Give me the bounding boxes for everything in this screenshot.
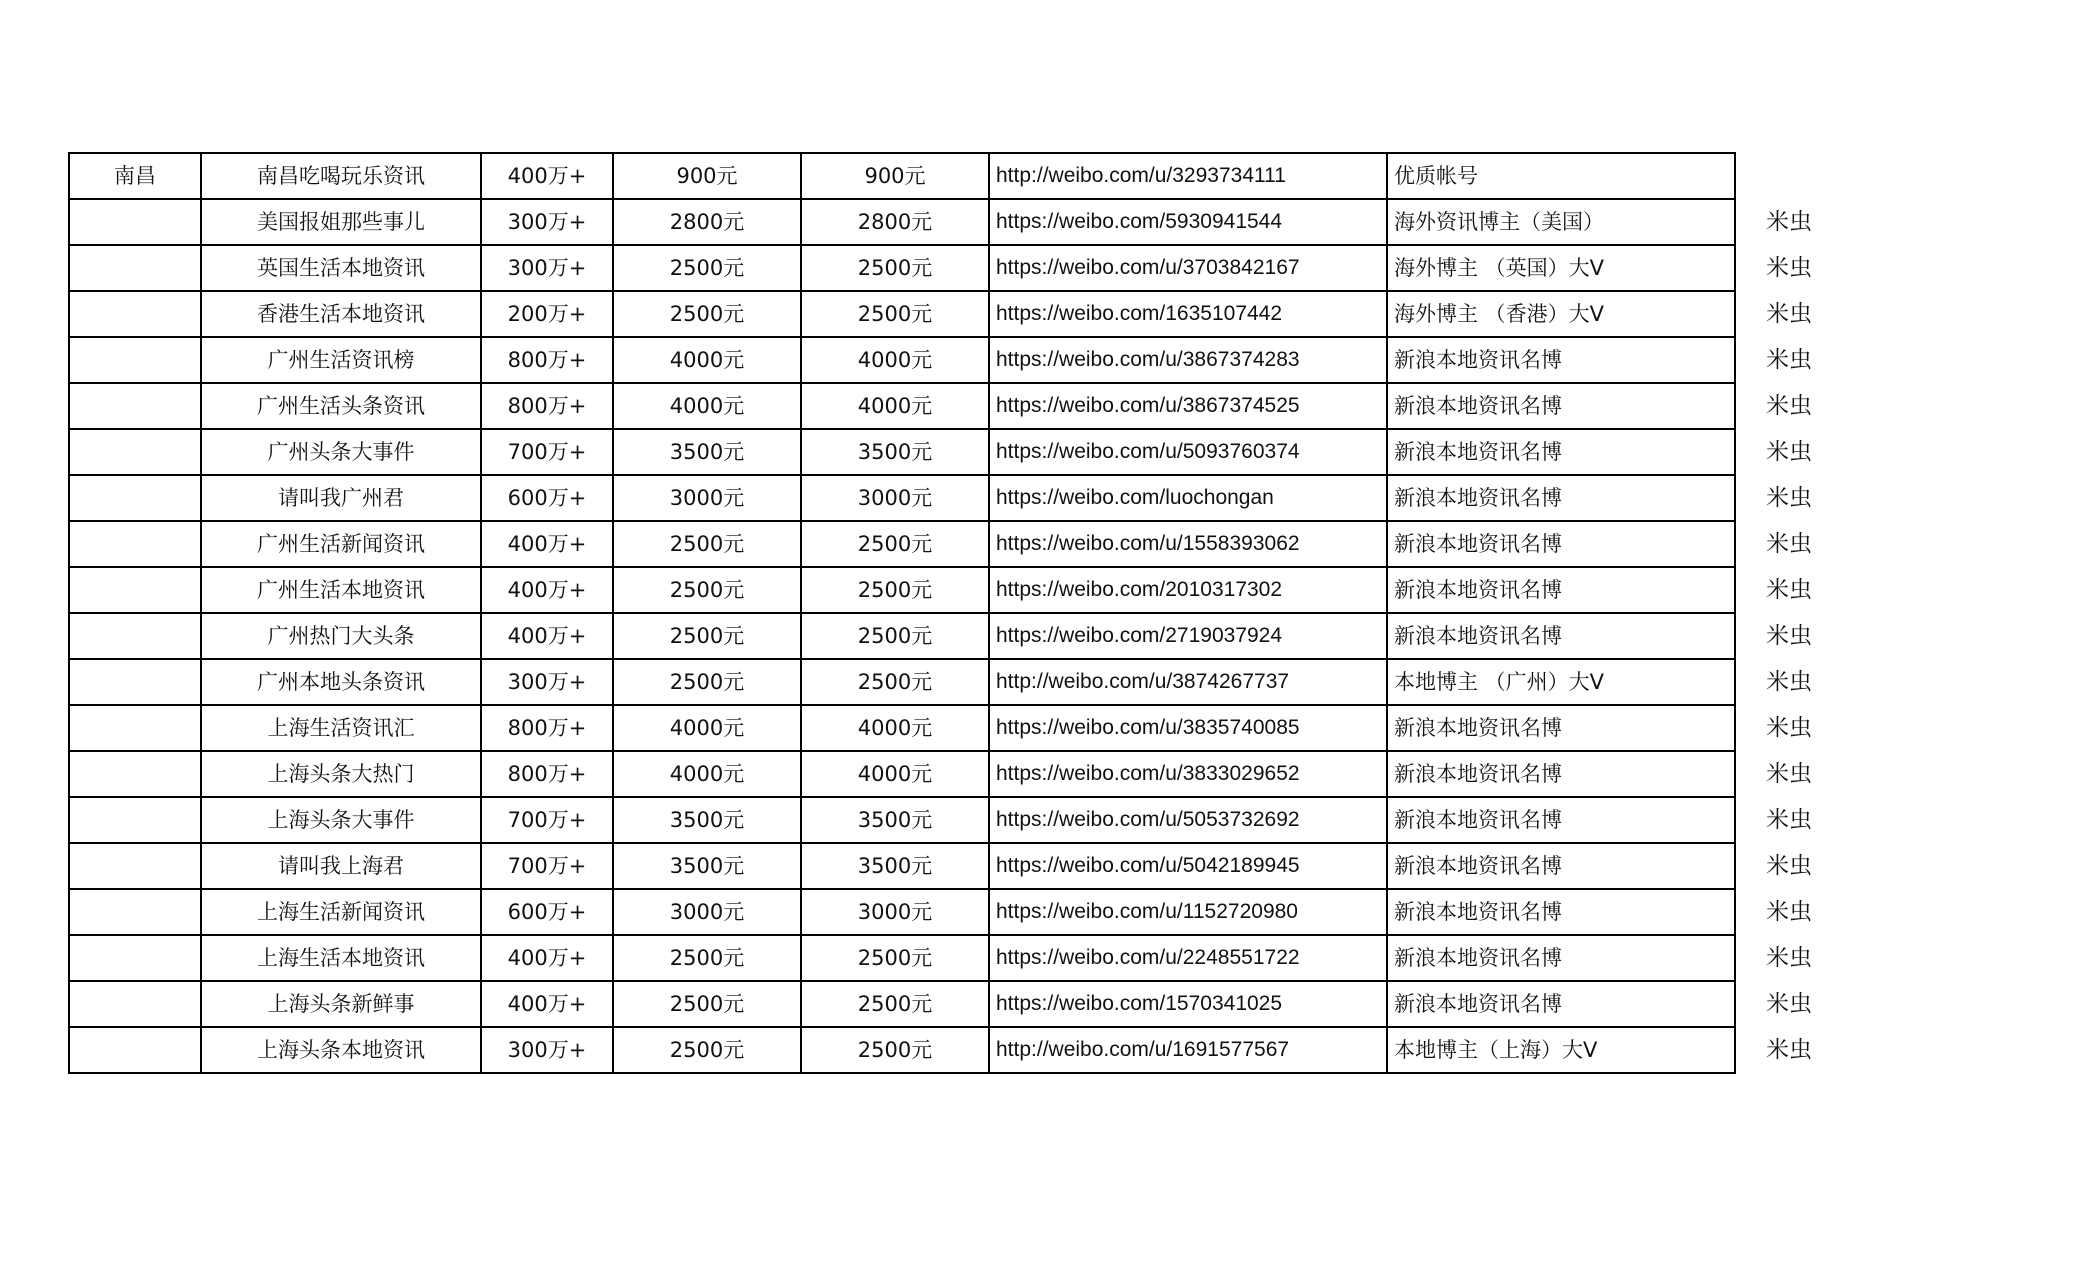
price-direct-cell: 3500元	[613, 843, 801, 889]
account-type-cell: 新浪本地资讯名博	[1387, 797, 1735, 843]
followers-cell: 300万+	[481, 1027, 613, 1073]
price-direct-cell: 2800元	[613, 199, 801, 245]
price-direct-cell: 2500元	[613, 981, 801, 1027]
followers-cell: 700万+	[481, 797, 613, 843]
table-row	[69, 1027, 1735, 1073]
city-cell	[69, 1027, 201, 1073]
account-type-cell: 海外博主 （英国）大V	[1387, 245, 1735, 291]
weibo-link-cell[interactable]: https://weibo.com/2719037924	[989, 613, 1387, 659]
source-label: 米虫	[1766, 623, 1812, 649]
account-name-cell: 请叫我上海君	[201, 843, 481, 889]
account-type-cell: 新浪本地资讯名博	[1387, 981, 1735, 1027]
account-type-cell: 新浪本地资讯名博	[1387, 705, 1735, 751]
source-label: 米虫	[1766, 669, 1812, 695]
followers-cell: 600万+	[481, 475, 613, 521]
account-type-cell: 海外资讯博主（美国）	[1387, 199, 1735, 245]
source-label: 米虫	[1766, 485, 1812, 511]
account-type-cell: 本地博主 （广州）大V	[1387, 659, 1735, 705]
source-label: 米虫	[1766, 945, 1812, 971]
city-cell	[69, 429, 201, 475]
table-row	[69, 889, 1735, 935]
weibo-link-cell[interactable]: https://weibo.com/u/5093760374	[989, 429, 1387, 475]
account-type-cell: 新浪本地资讯名博	[1387, 889, 1735, 935]
weibo-link-cell[interactable]: https://weibo.com/u/2248551722	[989, 935, 1387, 981]
price-direct-cell: 3500元	[613, 429, 801, 475]
city-cell	[69, 383, 201, 429]
account-name-cell: 上海头条本地资讯	[201, 1027, 481, 1073]
weibo-link-cell[interactable]: https://weibo.com/u/3833029652	[989, 751, 1387, 797]
spreadsheet-page	[68, 152, 1736, 1074]
table-row	[69, 613, 1735, 659]
price-direct-cell: 3000元	[613, 475, 801, 521]
source-label: 米虫	[1766, 807, 1812, 833]
source-label: 米虫	[1766, 715, 1812, 741]
weibo-link-cell[interactable]: https://weibo.com/1570341025	[989, 981, 1387, 1027]
account-name-cell: 上海生活资讯汇	[201, 705, 481, 751]
followers-cell: 400万+	[481, 613, 613, 659]
source-label: 米虫	[1766, 899, 1812, 925]
account-name-cell: 广州头条大事件	[201, 429, 481, 475]
account-type-cell: 新浪本地资讯名博	[1387, 567, 1735, 613]
price-repost-cell: 4000元	[801, 383, 989, 429]
city-cell	[69, 567, 201, 613]
account-type-cell: 新浪本地资讯名博	[1387, 429, 1735, 475]
source-label: 米虫	[1766, 439, 1812, 465]
account-type-cell: 新浪本地资讯名博	[1387, 337, 1735, 383]
table-row	[69, 245, 1735, 291]
price-repost-cell: 2500元	[801, 935, 989, 981]
price-direct-cell: 4000元	[613, 705, 801, 751]
price-repost-cell: 2500元	[801, 291, 989, 337]
price-repost-cell: 3500元	[801, 429, 989, 475]
followers-cell: 700万+	[481, 843, 613, 889]
account-type-cell: 新浪本地资讯名博	[1387, 383, 1735, 429]
city-cell	[69, 337, 201, 383]
table-row	[69, 705, 1735, 751]
city-cell	[69, 199, 201, 245]
city-cell	[69, 245, 201, 291]
table-row	[69, 521, 1735, 567]
city-cell: 南昌	[69, 153, 201, 199]
followers-cell: 400万+	[481, 153, 613, 199]
price-direct-cell: 2500元	[613, 659, 801, 705]
account-name-cell: 上海生活本地资讯	[201, 935, 481, 981]
weibo-link-cell[interactable]: http://weibo.com/u/3293734111	[989, 153, 1387, 199]
weibo-link-cell[interactable]: https://weibo.com/u/1152720980	[989, 889, 1387, 935]
price-direct-cell: 3500元	[613, 797, 801, 843]
source-label: 米虫	[1766, 761, 1812, 787]
city-cell	[69, 475, 201, 521]
source-label: 米虫	[1766, 301, 1812, 327]
table-row	[69, 383, 1735, 429]
price-repost-cell: 2500元	[801, 521, 989, 567]
followers-cell: 400万+	[481, 981, 613, 1027]
account-table-body	[69, 153, 1735, 1073]
weibo-link-cell[interactable]: http://weibo.com/u/3874267737	[989, 659, 1387, 705]
city-cell	[69, 935, 201, 981]
weibo-link-cell[interactable]: https://weibo.com/5930941544	[989, 199, 1387, 245]
followers-cell: 800万+	[481, 705, 613, 751]
account-name-cell: 南昌吃喝玩乐资讯	[201, 153, 481, 199]
price-repost-cell: 4000元	[801, 705, 989, 751]
price-repost-cell: 3000元	[801, 889, 989, 935]
followers-cell: 400万+	[481, 521, 613, 567]
price-repost-cell: 3500元	[801, 797, 989, 843]
table-row	[69, 429, 1735, 475]
weibo-link-cell[interactable]: https://weibo.com/u/3867374283	[989, 337, 1387, 383]
account-name-cell: 上海头条大热门	[201, 751, 481, 797]
source-label: 米虫	[1766, 577, 1812, 603]
account-name-cell: 广州生活新闻资讯	[201, 521, 481, 567]
source-label: 米虫	[1766, 347, 1812, 373]
account-name-cell: 广州本地头条资讯	[201, 659, 481, 705]
table-row	[69, 981, 1735, 1027]
followers-cell: 400万+	[481, 567, 613, 613]
price-direct-cell: 2500元	[613, 567, 801, 613]
followers-cell: 800万+	[481, 337, 613, 383]
source-label: 米虫	[1766, 209, 1812, 235]
price-repost-cell: 2500元	[801, 245, 989, 291]
source-label: 米虫	[1766, 531, 1812, 557]
source-label: 米虫	[1766, 853, 1812, 879]
weibo-link-cell[interactable]: https://weibo.com/u/3867374525	[989, 383, 1387, 429]
account-type-cell: 海外博主 （香港）大V	[1387, 291, 1735, 337]
account-name-cell: 上海头条新鲜事	[201, 981, 481, 1027]
city-cell	[69, 889, 201, 935]
table-row	[69, 797, 1735, 843]
price-direct-cell: 4000元	[613, 751, 801, 797]
price-repost-cell: 4000元	[801, 337, 989, 383]
weibo-link-cell[interactable]: https://weibo.com/luochongan	[989, 475, 1387, 521]
source-label: 米虫	[1766, 991, 1812, 1017]
city-cell	[69, 521, 201, 567]
followers-cell: 300万+	[481, 659, 613, 705]
account-name-cell: 美国报姐那些事儿	[201, 199, 481, 245]
city-cell	[69, 797, 201, 843]
account-type-cell: 优质帐号	[1387, 153, 1735, 199]
price-direct-cell: 3000元	[613, 889, 801, 935]
price-direct-cell: 2500元	[613, 291, 801, 337]
source-label: 米虫	[1766, 393, 1812, 419]
weibo-link-cell[interactable]: https://weibo.com/u/1558393062	[989, 521, 1387, 567]
account-table	[68, 152, 1736, 1074]
price-repost-cell: 2500元	[801, 567, 989, 613]
account-name-cell: 香港生活本地资讯	[201, 291, 481, 337]
table-row	[69, 291, 1735, 337]
weibo-link-cell[interactable]: https://weibo.com/u/5053732692	[989, 797, 1387, 843]
followers-cell: 300万+	[481, 245, 613, 291]
price-repost-cell: 900元	[801, 153, 989, 199]
weibo-link-cell[interactable]: http://weibo.com/u/1691577567	[989, 1027, 1387, 1073]
account-type-cell: 本地博主（上海）大V	[1387, 1027, 1735, 1073]
table-row	[69, 751, 1735, 797]
account-type-cell: 新浪本地资讯名博	[1387, 843, 1735, 889]
table-row	[69, 843, 1735, 889]
city-cell	[69, 751, 201, 797]
account-name-cell: 广州生活资讯榜	[201, 337, 481, 383]
price-repost-cell: 2500元	[801, 1027, 989, 1073]
table-row	[69, 337, 1735, 383]
price-direct-cell: 2500元	[613, 935, 801, 981]
price-repost-cell: 2500元	[801, 613, 989, 659]
weibo-link-cell[interactable]: https://weibo.com/u/5042189945	[989, 843, 1387, 889]
table-row	[69, 475, 1735, 521]
price-repost-cell: 2500元	[801, 659, 989, 705]
price-direct-cell: 900元	[613, 153, 801, 199]
city-cell	[69, 659, 201, 705]
weibo-link-cell[interactable]: https://weibo.com/u/3703842167	[989, 245, 1387, 291]
city-cell	[69, 843, 201, 889]
followers-cell: 400万+	[481, 935, 613, 981]
table-row	[69, 935, 1735, 981]
price-repost-cell: 2800元	[801, 199, 989, 245]
table-row	[69, 659, 1735, 705]
price-direct-cell: 2500元	[613, 245, 801, 291]
account-name-cell: 上海生活新闻资讯	[201, 889, 481, 935]
account-type-cell: 新浪本地资讯名博	[1387, 613, 1735, 659]
followers-cell: 600万+	[481, 889, 613, 935]
price-direct-cell: 4000元	[613, 383, 801, 429]
price-direct-cell: 4000元	[613, 337, 801, 383]
source-label: 米虫	[1766, 255, 1812, 281]
account-name-cell: 广州生活头条资讯	[201, 383, 481, 429]
city-cell	[69, 613, 201, 659]
followers-cell: 300万+	[481, 199, 613, 245]
followers-cell: 800万+	[481, 751, 613, 797]
city-cell	[69, 705, 201, 751]
weibo-link-cell[interactable]: https://weibo.com/1635107442	[989, 291, 1387, 337]
weibo-link-cell[interactable]: https://weibo.com/u/3835740085	[989, 705, 1387, 751]
price-direct-cell: 2500元	[613, 1027, 801, 1073]
price-repost-cell: 3000元	[801, 475, 989, 521]
price-direct-cell: 2500元	[613, 521, 801, 567]
account-name-cell: 广州热门大头条	[201, 613, 481, 659]
city-cell	[69, 981, 201, 1027]
account-name-cell: 请叫我广州君	[201, 475, 481, 521]
followers-cell: 800万+	[481, 383, 613, 429]
account-type-cell: 新浪本地资讯名博	[1387, 521, 1735, 567]
account-name-cell: 广州生活本地资讯	[201, 567, 481, 613]
price-direct-cell: 2500元	[613, 613, 801, 659]
city-cell	[69, 291, 201, 337]
table-row	[69, 199, 1735, 245]
table-row	[69, 153, 1735, 199]
table-row	[69, 567, 1735, 613]
account-type-cell: 新浪本地资讯名博	[1387, 751, 1735, 797]
account-name-cell: 英国生活本地资讯	[201, 245, 481, 291]
followers-cell: 700万+	[481, 429, 613, 475]
price-repost-cell: 3500元	[801, 843, 989, 889]
followers-cell: 200万+	[481, 291, 613, 337]
price-repost-cell: 2500元	[801, 981, 989, 1027]
account-type-cell: 新浪本地资讯名博	[1387, 475, 1735, 521]
account-name-cell: 上海头条大事件	[201, 797, 481, 843]
source-label: 米虫	[1766, 1037, 1812, 1063]
weibo-link-cell[interactable]: https://weibo.com/2010317302	[989, 567, 1387, 613]
account-type-cell: 新浪本地资讯名博	[1387, 935, 1735, 981]
price-repost-cell: 4000元	[801, 751, 989, 797]
